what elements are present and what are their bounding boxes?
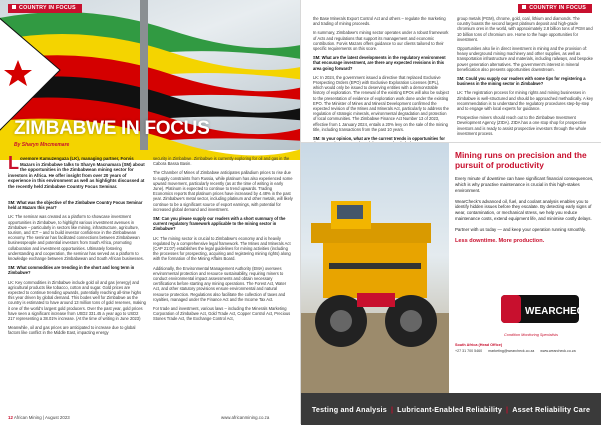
paragraph: the Base Minerals Export Control Act and others – regulate the marketing and trading of mining proceeds. <box>313 16 446 27</box>
section-tab <box>8 4 82 13</box>
right-column-2 <box>457 16 593 140</box>
paragraph: SM: Could you supply our readers with some tips for registering a business in the mining sector in Zimbabwe? <box>457 76 586 87</box>
intro-text: ovemore Kamuzengaza (LK), managing partner, Forvis Mazars in Zimbabwe talks to Sharyn Macnamara (SM) about the opportunities in the Zimbabwean mining sector for investors in Africa. He offer insight from over 20 years of experience in this environment as well as highlights discussed at the recently held Zimbabwe Country Focus Seminar. <box>8 156 145 189</box>
contact-block <box>455 343 595 353</box>
magazine-name: African Mining <box>13 415 42 420</box>
advert-headline: Mining runs on precision and the pursuit of productivity <box>455 150 587 170</box>
section-tab <box>518 4 592 13</box>
page-number: 12 <box>8 415 13 420</box>
service-item: Lubricant-Enabled Reliability <box>397 404 503 414</box>
paragraph: security in Zimbabwe. Zimbabwe is currently exploring for oil and gas in the Cabora Bassa Basin. <box>153 156 290 167</box>
paragraph: LK: The mining sector is crucial to Zimbabwe's economy and is heavily regulated by a comprehensive legal framework. The Mines and Minerals Act (CAP 21:07) establishes the legal guidelines for mining activities (including the processes for prospecting, acquiring and registering mining rights) along with the formation of the Mining Affairs Board. <box>153 235 291 262</box>
advert-paragraph: Partner with us today — and keep your operation running smoothly. <box>455 226 586 232</box>
paragraph: LK: Key commodities in Zimbabwe include gold oil and gas (energy) and agricultural products like tobacco, cotton and sugar. Gold prices are expected to continue trending upwards, potentially reaching all-time highs this year driven by global demand. This bodes well for Zimbabwe as the country is estimated to have around 13 million tons of gold reserves, making it one of the world's largest gold producers. Over the past year, gold prices have seen a significant increase from USD2 331.45 a year ago to USD2 217 representing a 38.01% increase. (At the time of writing in June 2023) <box>8 279 146 322</box>
advert-paragraph: Every minute of downtime can have significant financial consequences, which is why proactive maintenance is crucial in this high-stakes environment. <box>455 176 594 193</box>
right-page <box>300 0 600 424</box>
services-bar: Testing and Analysis | Lubricant-Enabled Reliability | Asset Reliability Care <box>301 393 601 425</box>
left-column-2 <box>153 156 293 326</box>
paragraph: LK: The seminar was created as a platform to showcase investment opportunities in Zimbabwe, to highlight various investment avenues in Zimbabwe – particularly in sectors like mining, infrastructure, agriculture, tourism, and ICT – and to build investor confidence in the Zimbabwean economy. The seminar has facilitated connections between Zimbabwean businesspeople and potential investors from South Africa, promoting collaboration and investment opportunities. Ultimately fostering understanding and cooperation, the seminar has served as a platform to knowledge exchange between Zimbabwean and South African businesses. <box>8 214 144 262</box>
logo-wordmark: WEARCHECK <box>525 306 592 317</box>
paragraph: SM: What was the objective of the Zimbabwe Country Focus Seminar held at Mazars this year? <box>8 200 143 211</box>
article-headline: ZIMBABWE IN FOCUS <box>14 118 210 139</box>
paragraph: LK: In 2024, the government issued a directive that replaced Exclusive Prospecting Orders (EPO) with Exclusive Exploration Licenses (EPL), which would only be issued to deserving entities with a demonstrable history of exploration. The renewal of the existing EPOs will also be subject to the presentation of evidence of exploration work done under the existing EPO. The Minister of Mines and Mineral Development confirmed the expected revision of the Mines and Minerals Act, particularly to address the regulation of strategic minerals, environmental degradation and protection of local communities. The Zimbabwe Finance Act Number 13 of 2023, effective from 1 January 2024, entails a 20% levy on the sale of the mining title, including transactions from the past 10 years. <box>313 74 449 132</box>
section-tab-label: COUNTRY IN FOCUS <box>19 5 76 11</box>
paragraph: group metals (PGM), chrome, gold, coal, lithium and diamonds. The country boasts the second largest platinum deposit and high-grade chromium ores in the world, with approximately 2.8 billion tons of PGM and 10 billion tons of chromium ore. Home to the huge opportunities for investment. <box>457 16 593 42</box>
paragraph: LK: The registration process for mining rights and mining businesses in Zimbabwe is well-structured and should be approached methodically. A key recommendation is to understand the regulatory procedures step-by-step and to engage with local experts for guidance. <box>457 90 594 112</box>
paragraph: For trade and investment, various laws – including the Minerals Marketing Corporation of Zimbabwe Act, Gold Trade Act, Copper Control Act, Precious Stones Trade Act, the Exchange Control Act, <box>153 306 291 322</box>
email-address[interactable]: marketing@wearcheck.co.za <box>488 349 535 353</box>
website-link[interactable]: www.wearcheck.co.za <box>540 349 576 353</box>
section-tab-label: COUNTRY IN FOCUS <box>529 5 586 11</box>
advert-cta: Less downtime. More production. <box>455 237 545 244</box>
paragraph: SM: What commodities are trending in the short and long term in Zimbabwe? <box>8 265 135 276</box>
service-item: Asset Reliability Care <box>512 404 591 414</box>
phone-number[interactable]: +27 31 700 5460 <box>455 349 483 353</box>
paragraph: SM: Can you please supply our readers with a short summary of the current regulatory framework applicable to the mining sector in Zimbabwe? <box>153 216 286 232</box>
mining-truck-illustration <box>301 143 449 393</box>
paragraph: Opportunities also lie in direct investment in mining and the provision of: heavy underground mining machinery and other supplies, as well as transportation infrastructure and materials, including railways, and bespoke power generation alternatives. The government's interest in mineral beneficiation also presents opportunities downstream. <box>457 46 593 72</box>
contact-title: South Africa (Head Office) <box>455 343 503 347</box>
paragraph: Prospective miners should reach out to the Zimbabwe Investment Development Agency (ZIDA). ZIDA has a one stop shop for prospective investors and is ready to assist prospective investors through the whole investment process. <box>457 115 587 136</box>
left-footer: 12 African Mining | August 2023 www.africanmining.co.za <box>8 415 270 420</box>
drop-cap: L <box>8 153 19 173</box>
paragraph: SM: In your opinion, what are the current trends in opportunities for <box>313 136 445 142</box>
wearcheck-advert[interactable] <box>301 142 601 425</box>
paragraph: Additionally, the Environmental Management Authority (EMA) oversees environmental protection and resource sustainability, requiring miners to conduct environmental impact assessments and obtain necessary certifications before starting any mining operations. The Forest Act, Water Act, and other statutory provisions ensure environmental and natural resource protection. Regulations also facilitate the collection of taxes and royalties, managed under the Finance Act and the Income Tax Act. <box>153 265 287 302</box>
logo-tagline: Condition Monitoring Specialists <box>504 333 559 337</box>
paragraph: The Chamber of Mines of Zimbabwe anticipates palladium prices to rise due to supply constraints from Russia, while platinum has also experienced some upward movement, particularly recently (as at the time of writing in early June). Platinum is expected to continue to trend upwards. Trading Economics reports that platinum prices have increased by 4.48% in the past year. Zimbabwe's metal sector, including platinum and other metals, will likely continue to be a significant source of export earnings, with potential for increased global demand and investment. <box>153 170 293 212</box>
article-intro <box>8 153 146 190</box>
left-column-1 <box>8 200 146 340</box>
paragraph: SM: What are the latest developments in the regulatory environment that encourage investment, are there any expected revisions in this area going forward? <box>313 55 446 71</box>
advert-copy <box>455 151 595 244</box>
issue-date: August 2023 <box>45 415 70 420</box>
article-byline: By Sharyn Mncmemare <box>14 142 70 148</box>
magazine-url: www.africanmining.co.za <box>220 415 270 420</box>
advert-paragraph: WearCheck's advanced oil, fuel, and coolant analysis enables you to identify hidden issues before they escalate. By detecting early signs of wear, contamination, or mechanical stress, we help you reduce maintenance costs, extend equipment life, and minimise costly delays. <box>455 198 592 221</box>
left-page <box>0 0 300 424</box>
service-item: Testing and Analysis <box>311 404 387 414</box>
wearcheck-logo[interactable] <box>501 291 592 333</box>
paragraph: Meanwhile, oil and gas prices are anticipated to increase due to global factors like conflict in the Middle East, impacting energy <box>8 325 136 336</box>
mining-truck-photo <box>301 143 449 393</box>
paragraph: In summary, Zimbabwe's mining sector operates under a robust framework of Acts and regulations that support its management and economic contribution. Forvis Mazars offers guidance to our clients tailored to their specific requirements on this score. <box>313 30 449 52</box>
